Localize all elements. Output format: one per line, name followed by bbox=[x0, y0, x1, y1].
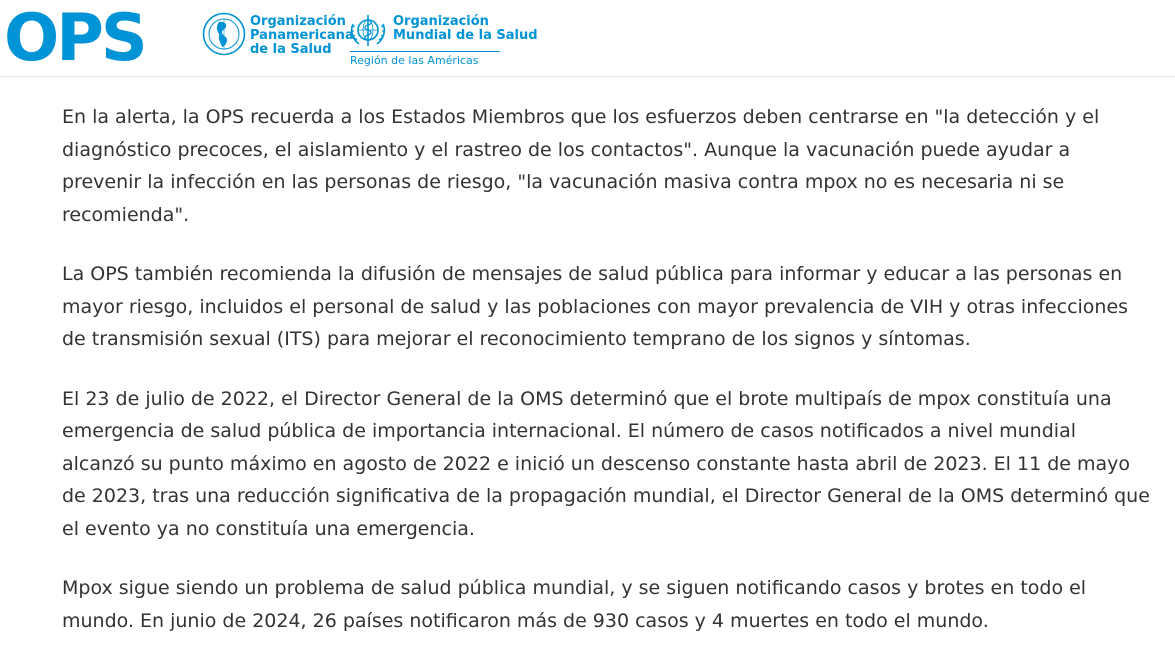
article-paragraph: Mpox sigue siendo un problema de salud pública mundial, y se siguen notificando casos y brotes en todo el mundo. En junio de 2024, 26 países notificaron más de 930 casos y 4 muertes en todo el mundo. bbox=[62, 577, 1087, 632]
region-divider bbox=[350, 51, 500, 52]
who-name-line: Organización bbox=[393, 14, 489, 29]
paho-name-line: Panamericana bbox=[250, 28, 354, 43]
who-name-line: Mundial de la Salud bbox=[393, 28, 538, 43]
paho-name-line: Organización bbox=[250, 14, 346, 29]
article-body bbox=[62, 101, 1152, 664]
article-paragraph: El 23 de julio de 2022, el Director General de la OMS determinó que el brote multipaís de mpox constituía una emergencia de salud pública de importancia internacional. El número de casos notificados a nivel mundial alcanzó su punto máximo en agosto de 2022 e inició un descenso constante hasta abril de 2023. El 11 de mayo de 2023, tras una reducción significativa de la propagación mundial, el Director General de la OMS determinó que el evento ya no constituía una emergencia. bbox=[62, 387, 1150, 540]
ops-logo[interactable]: OPS bbox=[4, 1, 145, 76]
paho-name-line: de la Salud bbox=[250, 42, 332, 57]
who-name bbox=[393, 15, 538, 43]
article-paragraph: La OPS también recomienda la difusión de mensajes de salud pública para informar y educar a las personas en mayor riesgo, incluidos el personal de salud y las poblaciones con mayor prevalencia de VIH y otras infecciones de transmisión sexual (ITS) para mejorar el reconocimiento temprano de los signos y síntomas. bbox=[62, 263, 1129, 350]
site-header bbox=[0, 0, 1175, 77]
who-emblem-icon bbox=[347, 12, 389, 50]
who-region: Región de las Américas bbox=[350, 54, 479, 67]
paho-name bbox=[250, 15, 354, 57]
article-paragraph: En la alerta, la OPS recuerda a los Estados Miembros que los esfuerzos deben centrarse en "la detección y el diagnóstico precoces, el aislamiento y el rastreo de los contactos". Aunque la vacunación puede ayudar a prevenir la infección en las personas de riesgo, "la vacunación masiva contra mpox no es necesaria ni se recomienda". bbox=[62, 106, 1100, 226]
paho-emblem-icon bbox=[202, 12, 246, 56]
